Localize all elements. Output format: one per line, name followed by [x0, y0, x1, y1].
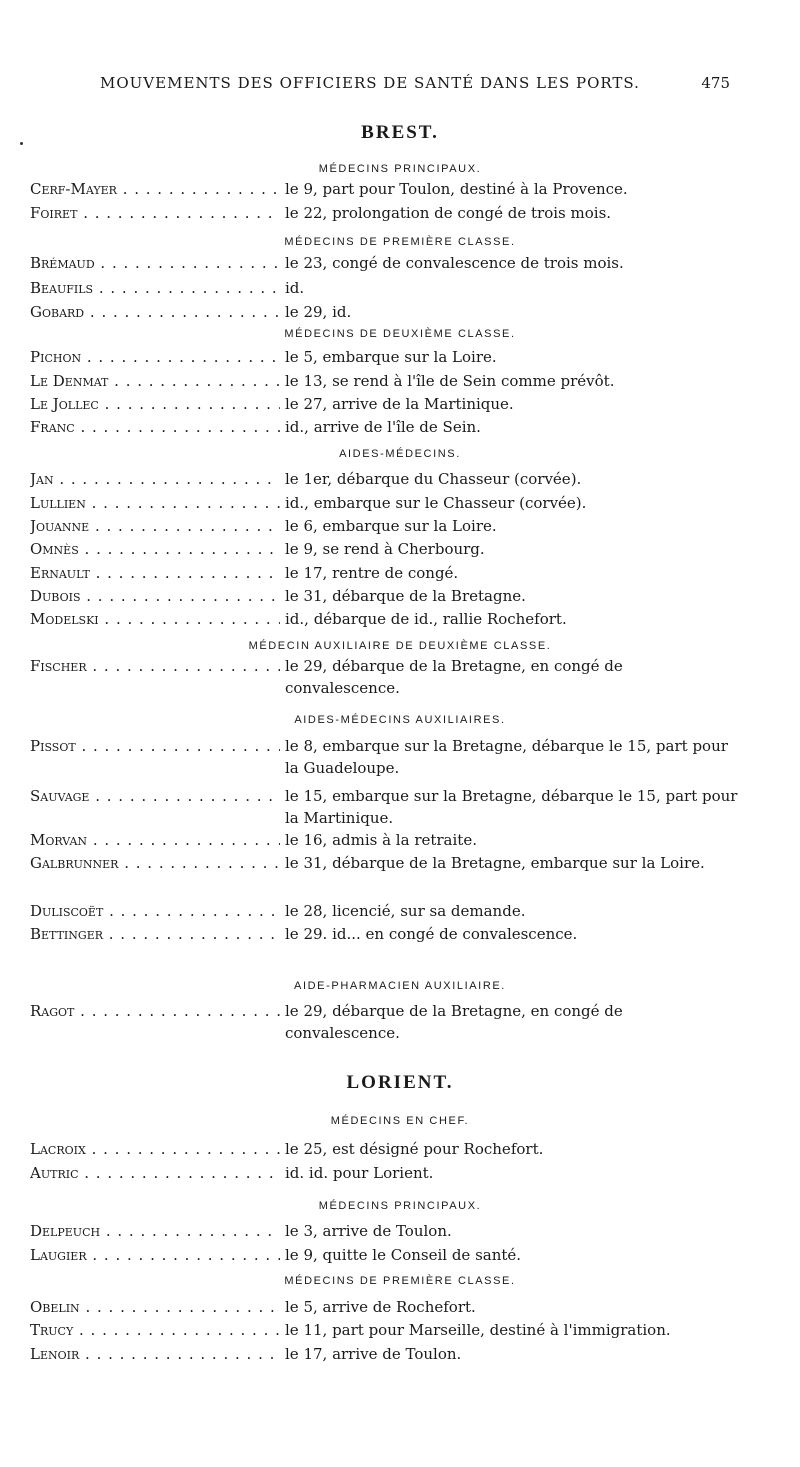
officer-name: Brémaud . . .	[30, 252, 280, 274]
officer-name: Ragot . . .	[30, 1000, 280, 1022]
officer-name: Autric . . .	[30, 1162, 280, 1184]
movement-text: le 29, débarque de la Bretagne, en congé de convalescence.	[285, 657, 623, 697]
movement-text: le 9, part pour Toulon, destiné à la Provence.	[285, 180, 628, 198]
section-heading: AIDES-MÉDECINS.	[339, 448, 461, 460]
officer-name: Foiret . . .	[30, 202, 280, 224]
officer-name: Lullien . . .	[30, 492, 280, 514]
officer-name: Franc . . .	[30, 416, 280, 438]
movement-text: le 9, quitte le Conseil de santé.	[285, 1246, 522, 1264]
section-heading: MÉDECINS DE PREMIÈRE CLASSE.	[284, 236, 516, 248]
officer-name: Cerf-Mayer . . .	[30, 178, 280, 200]
movement-text: le 29, débarque de la Bretagne, en congé de convalescence.	[285, 1002, 623, 1042]
movement-text: le 15, embarque sur la Bretagne, débarque le 15, part pour la Martinique.	[285, 787, 738, 827]
officer-name: Ernault . . .	[30, 562, 280, 584]
officer-name: Jan . . .	[30, 468, 280, 490]
movement-text: le 8, embarque sur la Bretagne, débarque le 15, part pour la Guadeloupe.	[285, 737, 728, 777]
officer-name: Delpeuch . . .	[30, 1220, 280, 1242]
section-heading: MÉDECINS PRINCIPAUX.	[318, 1200, 482, 1212]
movement-text: le 17, rentre de congé.	[285, 564, 459, 582]
officer-name: Pissot . . .	[30, 735, 280, 757]
running-header	[100, 74, 740, 100]
officer-name: Dubois . . .	[30, 585, 280, 607]
movement-text: le 28, licencié, sur sa demande.	[285, 902, 526, 920]
officer-name: Le Denmat . . .	[30, 370, 280, 392]
officer-name: Omnès . . .	[30, 538, 280, 560]
officer-name: Trucy . . .	[30, 1319, 280, 1341]
city-heading-lorient: LORIENT.	[346, 1072, 454, 1093]
movement-text: le 29, id.	[285, 303, 352, 321]
officer-name: Morvan . . .	[30, 829, 280, 851]
movement-text: le 13, se rend à l'île de Sein comme prévôt.	[285, 372, 615, 390]
officer-name: Lacroix . . .	[30, 1138, 280, 1160]
movement-text: le 6, embarque sur la Loire.	[285, 517, 497, 535]
movement-text: le 9, se rend à Cherbourg.	[285, 540, 485, 558]
officer-name: Laugier . . .	[30, 1244, 280, 1266]
officer-name: Gobard . . .	[30, 301, 280, 323]
section-heading: AIDE-PHARMACIEN AUXILIAIRE.	[294, 980, 506, 992]
movement-text: le 27, arrive de la Martinique.	[285, 395, 514, 413]
officer-name: Lenoir . . .	[30, 1343, 280, 1365]
movement-text: id., arrive de l'île de Sein.	[285, 418, 481, 436]
movement-text: le 11, part pour Marseille, destiné à l'immigration.	[285, 1321, 671, 1339]
section-heading: MÉDECINS DE DEUXIÈME CLASSE.	[284, 328, 516, 340]
movement-text: le 5, arrive de Rochefort.	[285, 1298, 476, 1316]
officer-name: Modelski . . .	[30, 608, 280, 630]
movement-text: le 3, arrive de Toulon.	[285, 1222, 452, 1240]
movement-text: le 25, est désigné pour Rochefort.	[285, 1140, 544, 1158]
officer-name: Sauvage . . .	[30, 785, 280, 807]
officer-name: Beaufils . . .	[30, 277, 280, 299]
movement-text: le 23, congé de convalescence de trois mois.	[285, 254, 624, 272]
officer-name: Obelin . . .	[30, 1296, 280, 1318]
movement-text: le 1er, débarque du Chasseur (corvée).	[285, 470, 582, 488]
officer-name: Galbrunner . . .	[30, 852, 280, 874]
movement-text: le 31, débarque de la Bretagne, embarque sur la Loire.	[285, 854, 705, 872]
officer-name: Bettinger . . .	[30, 923, 280, 945]
movement-text: id., embarque sur le Chasseur (corvée).	[285, 494, 587, 512]
movement-text: le 22, prolongation de congé de trois mois.	[285, 204, 612, 222]
section-heading: MÉDECINS EN CHEF.	[330, 1115, 470, 1127]
movement-text: le 5, embarque sur la Loire.	[285, 348, 497, 366]
section-heading: AIDES-MÉDECINS AUXILIAIRES.	[294, 714, 506, 726]
officer-name: Jouanne . . .	[30, 515, 280, 537]
movement-text: id. id. pour Lorient.	[285, 1164, 434, 1182]
running-title: MOUVEMENTS DES OFFICIERS DE SANTÉ DANS LES PORTS.	[100, 74, 640, 92]
section-heading: MÉDECINS DE PREMIÈRE CLASSE.	[284, 1275, 516, 1287]
movement-text: le 16, admis à la retraite.	[285, 831, 477, 849]
section-heading: MÉDECIN AUXILIAIRE DE DEUXIÈME CLASSE.	[248, 640, 552, 652]
page-number: 475	[701, 74, 730, 92]
movement-text: le 31, débarque de la Bretagne.	[285, 587, 526, 605]
movement-text: id., débarque de id., rallie Rochefort.	[285, 610, 567, 628]
officer-name: Duliscoët . . .	[30, 900, 280, 922]
officer-name: Fischer . . .	[30, 655, 280, 677]
movement-text: le 17, arrive de Toulon.	[285, 1345, 462, 1363]
officer-name: Le Jollec . . .	[30, 393, 280, 415]
movement-text: id.	[285, 279, 305, 297]
city-heading-brest: BREST.	[361, 122, 439, 143]
section-heading: MÉDECINS PRINCIPAUX.	[318, 163, 482, 175]
movement-text: le 29. id... en congé de convalescence.	[285, 925, 578, 943]
officer-name: Pichon . . .	[30, 346, 280, 368]
